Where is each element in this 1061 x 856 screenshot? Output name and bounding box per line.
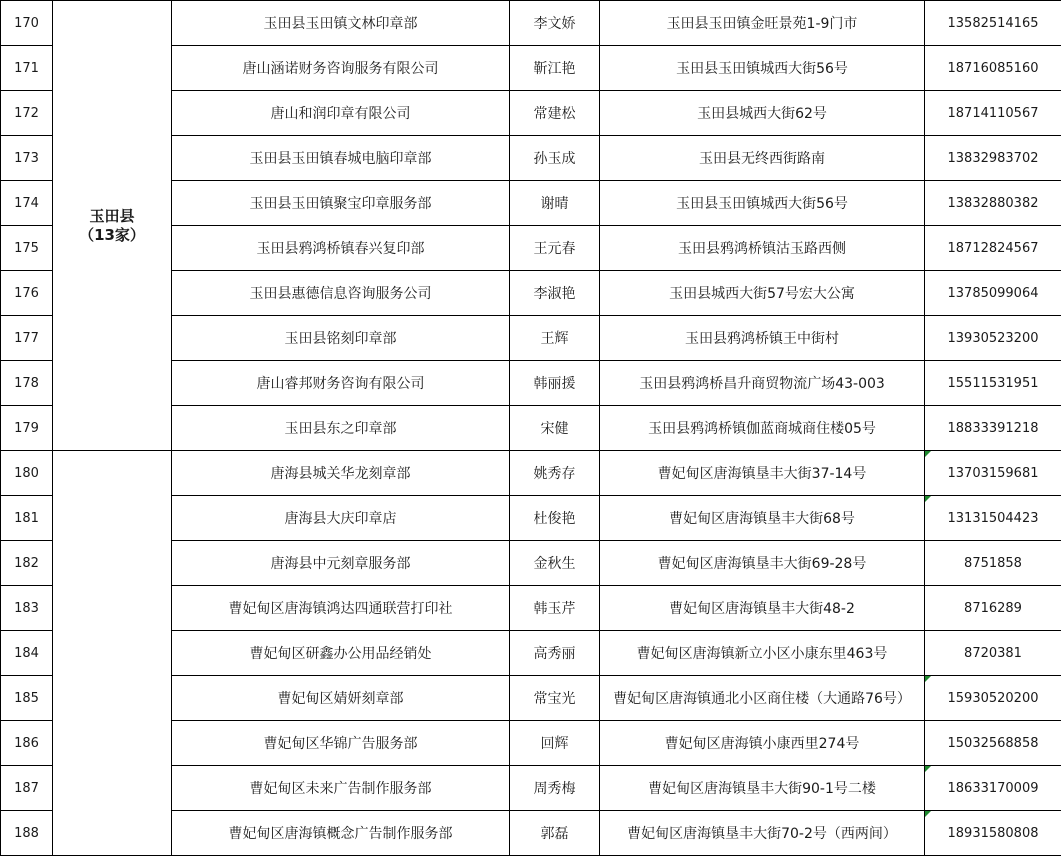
company-name-cell[interactable]: 玉田县东之印章部 — [172, 406, 510, 451]
row-number-cell[interactable]: 176 — [1, 271, 53, 316]
company-name-cell[interactable]: 唐山睿邦财务咨询有限公司 — [172, 361, 510, 406]
address-cell[interactable]: 曹妃甸区唐海镇垦丰大街48-2 — [600, 586, 925, 631]
address-cell[interactable]: 曹妃甸区唐海镇新立小区小康东里463号 — [600, 631, 925, 676]
contact-person-cell[interactable]: 金秋生 — [510, 541, 600, 586]
address-cell[interactable]: 曹妃甸区唐海镇小康西里274号 — [600, 721, 925, 766]
contact-person-cell[interactable]: 韩玉芹 — [510, 586, 600, 631]
address-cell[interactable]: 玉田县玉田镇城西大街56号 — [600, 181, 925, 226]
phone-cell[interactable] — [925, 1, 1061, 46]
row-number-cell[interactable]: 180 — [1, 451, 53, 496]
address-cell[interactable]: 玉田县玉田镇城西大街56号 — [600, 46, 925, 91]
company-name-cell[interactable]: 玉田县惠德信息咨询服务公司 — [172, 271, 510, 316]
phone-cell[interactable] — [925, 91, 1061, 136]
phone-number: 8720381 — [964, 645, 1022, 661]
number-as-text-indicator-icon — [925, 496, 931, 502]
phone-cell[interactable] — [925, 46, 1061, 91]
row-number-cell[interactable]: 187 — [1, 766, 53, 811]
contact-person-cell[interactable]: 李淑艳 — [510, 271, 600, 316]
row-number-cell[interactable]: 186 — [1, 721, 53, 766]
phone-number: 13582514165 — [947, 15, 1039, 31]
company-name-cell[interactable]: 玉田县玉田镇文林印章部 — [172, 1, 510, 46]
contact-person-cell[interactable]: 靳江艳 — [510, 46, 600, 91]
company-name-cell[interactable]: 玉田县玉田镇聚宝印章服务部 — [172, 181, 510, 226]
address-cell[interactable]: 玉田县城西大街57号宏大公寓 — [600, 271, 925, 316]
contact-person-cell[interactable]: 韩丽援 — [510, 361, 600, 406]
county-group-cell[interactable] — [53, 1, 172, 451]
company-name-cell[interactable]: 曹妃甸区唐海镇鸿达四通联营打印社 — [172, 586, 510, 631]
phone-number: 18633170009 — [947, 780, 1039, 796]
contact-person-cell[interactable]: 周秀梅 — [510, 766, 600, 811]
phone-number: 13930523200 — [947, 330, 1039, 346]
phone-cell[interactable] — [925, 316, 1061, 361]
address-cell[interactable]: 玉田县无终西街路南 — [600, 136, 925, 181]
row-number-cell[interactable]: 188 — [1, 811, 53, 856]
contact-person-cell[interactable]: 常宝光 — [510, 676, 600, 721]
company-name-cell[interactable]: 曹妃甸区研鑫办公用品经销处 — [172, 631, 510, 676]
address-cell[interactable]: 曹妃甸区唐海镇垦丰大街69-28号 — [600, 541, 925, 586]
phone-cell[interactable] — [925, 586, 1061, 631]
phone-number: 18931580808 — [947, 825, 1039, 841]
number-as-text-indicator-icon — [925, 451, 931, 457]
address-cell[interactable]: 玉田县玉田镇金旺景苑1-9门市 — [600, 1, 925, 46]
phone-cell[interactable] — [925, 451, 1061, 496]
contact-person-cell[interactable]: 杜俊艳 — [510, 496, 600, 541]
phone-number: 18716085160 — [947, 60, 1039, 76]
phone-cell[interactable] — [925, 271, 1061, 316]
phone-number: 15032568858 — [947, 735, 1039, 751]
company-name-cell[interactable]: 玉田县玉田镇春城电脑印章部 — [172, 136, 510, 181]
company-name-cell[interactable]: 玉田县铭刻印章部 — [172, 316, 510, 361]
table-row — [1, 451, 1061, 496]
address-cell[interactable]: 曹妃甸区唐海镇垦丰大街70-2号（西两间） — [600, 811, 925, 856]
phone-cell[interactable] — [925, 541, 1061, 586]
company-name-cell[interactable]: 曹妃甸区未来广告制作服务部 — [172, 766, 510, 811]
row-number-cell[interactable]: 172 — [1, 91, 53, 136]
address-cell[interactable]: 玉田县鸦鸿桥镇伽蓝商城商住楼05号 — [600, 406, 925, 451]
row-number-cell[interactable]: 177 — [1, 316, 53, 361]
contact-person-cell[interactable]: 宋健 — [510, 406, 600, 451]
company-name-cell[interactable]: 玉田县鸦鸿桥镇春兴复印部 — [172, 226, 510, 271]
phone-cell[interactable] — [925, 766, 1061, 811]
address-cell[interactable]: 玉田县城西大街62号 — [600, 91, 925, 136]
company-name-cell[interactable]: 唐山和润印章有限公司 — [172, 91, 510, 136]
contact-person-cell[interactable]: 王元春 — [510, 226, 600, 271]
address-cell[interactable]: 曹妃甸区唐海镇垦丰大街37-14号 — [600, 451, 925, 496]
address-cell[interactable]: 玉田县鸦鸿桥镇王中街村 — [600, 316, 925, 361]
company-name-cell[interactable]: 唐海县大庆印章店 — [172, 496, 510, 541]
company-name-cell[interactable]: 曹妃甸区唐海镇概念广告制作服务部 — [172, 811, 510, 856]
contact-person-cell[interactable]: 孙玉成 — [510, 136, 600, 181]
row-number-cell[interactable]: 178 — [1, 361, 53, 406]
row-number-cell[interactable]: 185 — [1, 676, 53, 721]
company-name-cell[interactable]: 唐山涵诺财务咨询服务有限公司 — [172, 46, 510, 91]
contact-person-cell[interactable]: 高秀丽 — [510, 631, 600, 676]
address-cell[interactable]: 曹妃甸区唐海镇通北小区商住楼（大通路76号） — [600, 676, 925, 721]
contact-person-cell[interactable]: 常建松 — [510, 91, 600, 136]
phone-number: 13832983702 — [947, 150, 1039, 166]
row-number-cell[interactable]: 171 — [1, 46, 53, 91]
address-cell[interactable]: 曹妃甸区唐海镇垦丰大街90-1号二楼 — [600, 766, 925, 811]
number-as-text-indicator-icon — [925, 766, 931, 772]
row-number-cell[interactable]: 175 — [1, 226, 53, 271]
row-number-cell[interactable]: 173 — [1, 136, 53, 181]
phone-number: 13131504423 — [947, 510, 1039, 526]
phone-number: 13785099064 — [947, 285, 1039, 301]
number-as-text-indicator-icon — [925, 811, 931, 817]
contact-person-cell[interactable]: 王辉 — [510, 316, 600, 361]
phone-number: 13703159681 — [947, 465, 1039, 481]
county-group-cell[interactable] — [53, 451, 172, 856]
contact-person-cell[interactable]: 回辉 — [510, 721, 600, 766]
table-body — [1, 1, 1061, 856]
row-number-cell[interactable]: 184 — [1, 631, 53, 676]
phone-number: 15511531951 — [947, 375, 1039, 391]
contact-person-cell[interactable]: 谢晴 — [510, 181, 600, 226]
contact-person-cell[interactable]: 李文娇 — [510, 1, 600, 46]
phone-number: 18833391218 — [947, 420, 1039, 436]
phone-cell[interactable] — [925, 181, 1061, 226]
row-number-cell[interactable]: 182 — [1, 541, 53, 586]
phone-cell[interactable] — [925, 631, 1061, 676]
table-row — [1, 1, 1061, 46]
row-number-cell[interactable]: 183 — [1, 586, 53, 631]
number-as-text-indicator-icon — [925, 676, 931, 682]
address-cell[interactable]: 玉田县鸦鸿桥昌升商贸物流广场43-003 — [600, 361, 925, 406]
address-cell[interactable]: 曹妃甸区唐海镇垦丰大街68号 — [600, 496, 925, 541]
company-name-cell[interactable]: 唐海县中元刻章服务部 — [172, 541, 510, 586]
phone-number: 8716289 — [964, 600, 1022, 616]
row-number-cell[interactable]: 170 — [1, 1, 53, 46]
phone-number: 18714110567 — [947, 105, 1039, 121]
county-count: （13家） — [79, 225, 145, 244]
company-name-cell[interactable]: 唐海县城关华龙刻章部 — [172, 451, 510, 496]
contact-person-cell[interactable]: 郭磊 — [510, 811, 600, 856]
phone-cell[interactable] — [925, 496, 1061, 541]
phone-cell[interactable] — [925, 136, 1061, 181]
phone-cell[interactable] — [925, 811, 1061, 856]
company-name-cell[interactable]: 曹妃甸区婧妍刻章部 — [172, 676, 510, 721]
row-number-cell[interactable]: 181 — [1, 496, 53, 541]
row-number-cell[interactable]: 179 — [1, 406, 53, 451]
phone-number: 8751858 — [964, 555, 1022, 571]
phone-cell[interactable] — [925, 406, 1061, 451]
row-number-cell[interactable]: 174 — [1, 181, 53, 226]
contact-person-cell[interactable]: 姚秀存 — [510, 451, 600, 496]
phone-cell[interactable] — [925, 676, 1061, 721]
company-name-cell[interactable]: 曹妃甸区华锦广告服务部 — [172, 721, 510, 766]
address-cell[interactable]: 玉田县鸦鸿桥镇沽玉路西侧 — [600, 226, 925, 271]
phone-number: 15930520200 — [947, 690, 1039, 706]
phone-number: 18712824567 — [947, 240, 1039, 256]
phone-number: 13832880382 — [947, 195, 1039, 211]
phone-cell[interactable] — [925, 226, 1061, 271]
county-name: 玉田县 — [89, 206, 135, 225]
phone-cell[interactable] — [925, 721, 1061, 766]
phone-cell[interactable] — [925, 361, 1061, 406]
